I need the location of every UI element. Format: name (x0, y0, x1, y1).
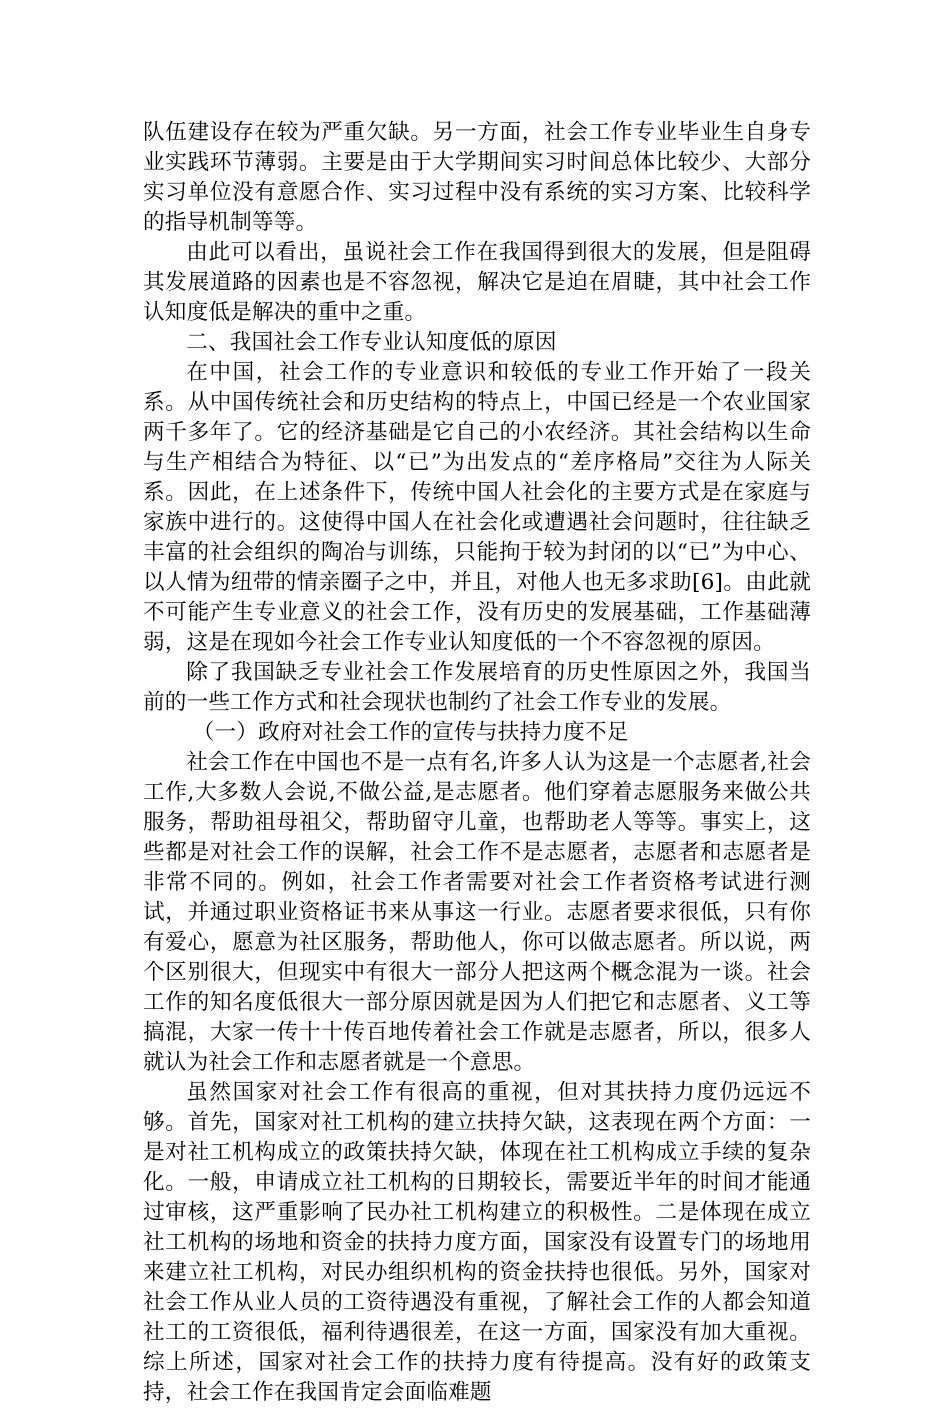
paragraph-continuation: 队伍建设存在较为严重欠缺。另一方面，社会工作专业毕业生自身专业实践环节薄弱。主要是由于大学期间实习时间总体比较少、大部分实习单位没有意愿合作、实习过程中没有系统的实习方案、比较科学的指导机制等等。 (143, 120, 811, 235)
paragraph-summary: 由此可以看出，虽说社会工作在我国得到很大的发展，但是阻碍其发展道路的因素也是不容忽视，解决它是迫在眉睫，其中社会工作认知度低是解决的重中之重。 (143, 240, 811, 325)
subsection-heading: （一）政府对社会工作的宣传与扶持力度不足 (192, 720, 629, 745)
paragraph-volunteer-confusion: 社会工作在中国也不是一点有名,许多人认为这是一个志愿者,社会工作,大多数人会说,不做公益,是志愿者。他们穿着志愿服务来做公共服务，帮助祖母祖父，帮助留守儿童，也帮助老人等等。事实上，这些都是对社会工作的误解，社会工作不是志愿者，志愿者和志愿者是非常不同的。例如，社会工作者需要对社会工作者资格考试进行测试，并通过职业资格证书来从事这一行业。志愿者要求很低，只有你有爱心，愿意为社区服务，帮助他人，你可以做志愿者。所以说，两个区别很大，但现实中有很大一部分人把这两个概念混为一谈。社会工作的知名度低很大一部分原因就是因为人们把它和志愿者、义工等搞混，大家一传十十传百地传着社会工作就是志愿者，所以，很多人就认为社会工作和志愿者就是一个意思。 (143, 750, 811, 1075)
section-heading: 二、我国社会工作专业认知度低的原因 (186, 330, 557, 355)
paragraph-history: 在中国，社会工作的专业意识和较低的专业工作开始了一段关系。从中国传统社会和历史结构的特点上，中国已经是一个农业国家两千多年了。它的经济基础是它自己的小农经济。其社会结构以生命与生产相结合为特征、以“已”为出发点的“差序格局”交往为人际关系。因此，在上述条件下，传统中国人社会化的主要方式是在家庭与家族中进行的。这使得中国人在社会化或遭遇社会问题时，往往缺乏丰富的社会组织的陶冶与训练，只能拘于较为封闭的以“已”为中心、以人情为纽带的情亲圈子之中，并且，对他人也无多求助[6]。由此就不可能产生专业意义的社会工作，没有历史的发展基础，工作基础薄弱，这是在现如今社会工作专业认知度低的一个不容忽视的原因。 (143, 360, 811, 655)
document-body (143, 118, 811, 1408)
paragraph-state-support: 虽然国家对社会工作有很高的重视，但对其扶持力度仍远远不够。首先，国家对社工机构的建立扶持欠缺，这表现在两个方面：一是对社工机构成立的政策扶持欠缺，体现在社工机构成立手续的复杂化。一般，申请成立社工机构的日期较长，需要近半年的时间才能通过审核，这严重影响了民办社工机构建立的积极性。二是体现在成立社工机构的场地和资金的扶持力度方面，国家没有设置专门的场地用来建立社工机构，对民办组织机构的资金扶持也很低。另外，国家对社会工作从业人员的工资待遇没有重视，了解社会工作的人都会知道社工的工资很低，福利待遇很差，在这一方面，国家没有加大重视。综上所述，国家对社会工作的扶持力度有待提高。没有好的政策支持，社会工作在我国肯定会面临难题 (143, 1080, 811, 1405)
paragraph-current-status: 除了我国缺乏专业社会工作发展培育的历史性原因之外，我国当前的一些工作方式和社会现状也制约了社会工作专业的发展。 (143, 660, 811, 715)
